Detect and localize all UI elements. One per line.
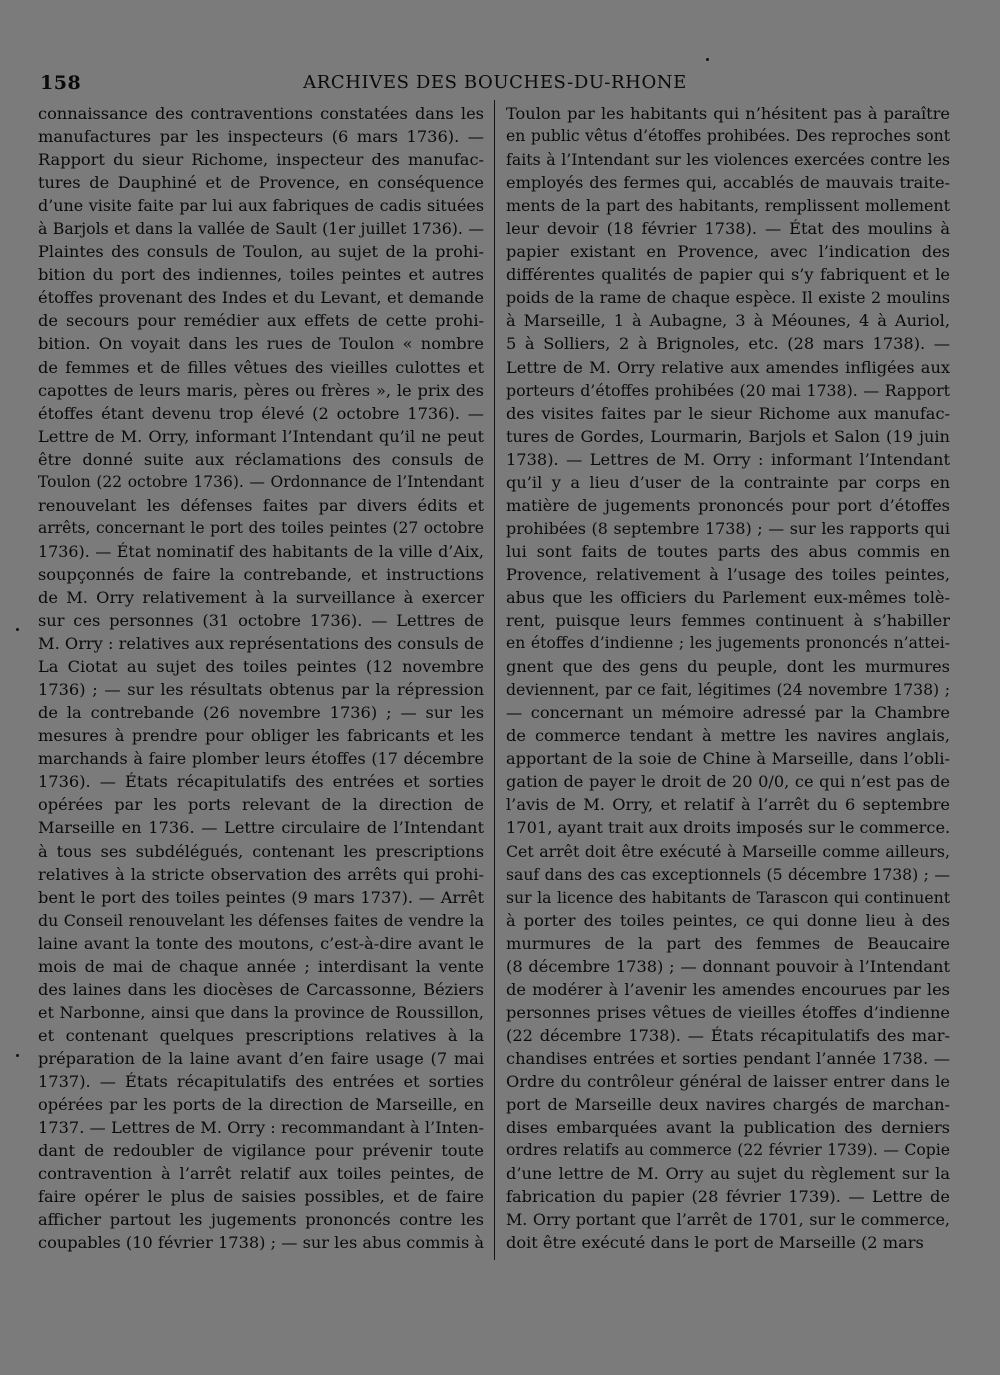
text-line: sauf dans des cas exceptionnels (5 décembre 1738) ; —	[506, 864, 950, 884]
text-line: tures de Gordes, Lourmarin, Barjols et Salon (19 juin	[506, 426, 950, 446]
text-line: M. Orry : relatives aux représentations des consuls de	[38, 634, 484, 654]
text-line: (22 décembre 1738). — États récapitulatifs des mar-	[506, 1025, 950, 1045]
text-line: bition. On voyait dans les rues de Toulon « nombre	[38, 334, 484, 354]
text-line: gnent que des gens du peuple, dont les murmures	[506, 657, 950, 677]
text-line: à Barjols et dans la vallée de Sault (1er juillet 1736). —	[38, 219, 484, 239]
text-line: Marseille en 1736. — Lettre circulaire de l’Intendant	[38, 818, 484, 838]
text-line: de secours pour remédier aux effets de cette prohi-	[38, 311, 484, 331]
page-header	[40, 72, 950, 98]
text-line: ordres relatifs au commerce (22 février 1739). — Copie	[506, 1141, 950, 1160]
text-line: abus que les officiers du Parlement eux-mêmes tolè-	[506, 587, 950, 607]
text-line: Lettre de M. Orry relative aux amendes infligées aux	[506, 357, 950, 377]
text-line: en public vêtus d’étoffes prohibées. Des reproches sont	[506, 127, 950, 146]
text-line: bent le port des toiles peintes (9 mars 1737). — Arrêt	[38, 887, 484, 907]
text-line: employés des fermes qui, accablés de mauvais traite-	[506, 173, 950, 193]
text-line: d’une lettre de M. Orry au sujet du règlement sur la	[506, 1164, 950, 1184]
text-line: dant de redoubler de vigilance pour prévenir toute	[38, 1141, 484, 1161]
scan-speck	[16, 1054, 19, 1057]
text-line: mesures à prendre pour obliger les fabricants et les	[38, 726, 484, 746]
text-line: 5 à Solliers, 2 à Brignoles, etc. (28 mars 1738). —	[506, 334, 950, 354]
text-line: arrêts, concernant le port des toiles peintes (27 octobre	[38, 518, 484, 537]
text-line: tures de Dauphiné et de Provence, en conséquence	[38, 173, 484, 193]
text-line: poids de la rame de chaque espèce. Il existe 2 moulins	[506, 288, 950, 308]
text-line: d’une visite faite par lui aux fabriques de cadis situées	[38, 196, 484, 216]
text-line: chandises entrées et sorties pendant l’année 1738. —	[506, 1048, 950, 1068]
text-line: des visites faites par le sieur Richome aux manufac-	[506, 403, 950, 423]
text-line: fabrication du papier (28 février 1739). — Lettre de	[506, 1187, 950, 1207]
text-line: étoffes étant devenu trop élevé (2 octobre 1736). —	[38, 403, 484, 423]
text-line: Provence, relativement à l’usage des toiles peintes,	[506, 564, 950, 584]
text-line: M. Orry portant que l’arrêt de 1701, sur le commerce,	[506, 1210, 950, 1230]
text-line: doit être exécuté dans le port de Marseille (2 mars	[506, 1233, 924, 1253]
text-line: murmures de la part des femmes de Beaucaire	[506, 933, 950, 953]
text-line: différentes qualités de papier qui s’y fabriquent et le	[506, 265, 950, 285]
text-line: gation de payer le droit de 20 0/0, ce qui n’est pas de	[506, 772, 950, 792]
text-line: Ordre du contrôleur général de laisser entrer dans le	[506, 1071, 950, 1091]
text-line: de modérer à l’avenir les amendes encourues par les	[506, 979, 950, 999]
text-line: faits à l’Intendant sur les violences exercées contre les	[506, 150, 950, 170]
scan-speck	[16, 628, 19, 631]
text-line: matière de jugements prononcés pour port d’étoffes	[506, 495, 950, 515]
text-line: ments de la part des habitants, remplissent mollement	[506, 196, 950, 216]
text-line: 1737. — Lettres de M. Orry : recommandant à l’Inten-	[38, 1118, 484, 1138]
text-line: de femmes et de filles vêtues des vieilles culottes et	[38, 357, 484, 377]
text-line: 1738). — Lettres de M. Orry : informant l’Intendant	[506, 449, 950, 469]
text-line: à Marseille, 1 à Aubagne, 3 à Méounes, 4 à Auriol,	[506, 311, 950, 331]
text-line: Toulon par les habitants qui n’hésitent pas à paraître	[506, 104, 950, 123]
text-line: 1701, ayant trait aux droits imposés sur le commerce.	[506, 818, 950, 838]
text-line: 1737). — États récapitulatifs des entrées et sorties	[38, 1071, 484, 1091]
text-line: opérées par les ports relevant de la direction de	[38, 795, 484, 815]
text-line: être donné suite aux réclamations des consuls de	[38, 449, 484, 469]
text-line: Toulon (22 octobre 1736). — Ordonnance de l’Intendant	[38, 472, 484, 491]
text-line: Plaintes des consuls de Toulon, au sujet de la prohi-	[38, 242, 484, 262]
text-line: contravention à l’arrêt relatif aux toiles peintes, de	[38, 1164, 484, 1184]
text-line: porteurs d’étoffes prohibées (20 mai 1738). — Rapport	[506, 380, 950, 400]
text-line: Cet arrêt doit être exécuté à Marseille comme ailleurs,	[506, 841, 950, 861]
text-line: renouvelant les défenses faites par divers édits et	[38, 495, 484, 515]
text-line: manufactures par les inspecteurs (6 mars 1736). —	[38, 127, 484, 147]
text-line: Lettre de M. Orry, informant l’Intendant qu’il ne peut	[38, 426, 484, 446]
text-line: et Narbonne, ainsi que dans la province de Roussillon,	[38, 1002, 484, 1022]
text-line: de la contrebande (26 novembre 1736) ; — sur les	[38, 703, 484, 723]
text-line: des laines dans les diocèses de Carcassonne, Béziers	[38, 979, 484, 999]
text-line: sur ces personnes (31 octobre 1736). — Lettres de	[38, 611, 484, 631]
text-line: marchands à faire plomber leurs étoffes (17 décembre	[38, 749, 484, 769]
text-line: préparation de la laine avant d’en faire usage (7 mai	[38, 1048, 484, 1068]
text-line: rent, puisque leurs femmes continuent à s’habiller	[506, 611, 950, 631]
running-title: ARCHIVES DES BOUCHES-DU-RHONE	[303, 72, 687, 93]
text-line: leur devoir (18 février 1738). — État des moulins à	[506, 219, 950, 239]
text-line: La Ciotat au sujet des toiles peintes (12 novembre	[38, 657, 484, 677]
scan-speck	[706, 58, 709, 61]
text-line: 1736). — État nominatif des habitants de la ville d’Aix,	[38, 541, 484, 561]
text-line: 1736). — États récapitulatifs des entrées et sorties	[38, 772, 484, 792]
text-line: personnes prises vêtues de vieilles étoffes d’indienne	[506, 1002, 950, 1022]
text-line: laine avant la tonte des moutons, c’est-à-dire avant le	[38, 933, 484, 953]
text-line: sur la licence des habitants de Tarascon qui continuent	[506, 887, 950, 907]
text-line: 1736) ; — sur les résultats obtenus par la répression	[38, 680, 484, 700]
text-line: à tous ses subdélégués, contenant les prescriptions	[38, 841, 484, 861]
text-line: capottes de leurs maris, pères ou frères », le prix des	[38, 380, 484, 400]
text-line: soupçonnés de faire la contrebande, et instructions	[38, 564, 484, 584]
text-line: l’avis de M. Orry, et relatif à l’arrêt du 6 septembre	[506, 795, 950, 815]
left-text-column	[38, 102, 484, 1254]
text-line: connaissance des contraventions constatées dans les	[38, 104, 484, 123]
text-line: dises embarquées avant la publication des derniers	[506, 1118, 950, 1138]
text-line: prohibées (8 septembre 1738) ; — sur les rapports qui	[506, 518, 950, 538]
text-line: faire opérer le plus de saisies possibles, et de faire	[38, 1187, 484, 1207]
text-line: — concernant un mémoire adressé par la Chambre	[506, 703, 950, 723]
text-line: qu’il y a lieu d’user de la contrainte par corps en	[506, 472, 950, 492]
text-line: à porter des toiles peintes, ce qui donne lieu à des	[506, 910, 950, 930]
text-line: coupables (10 février 1738) ; — sur les abus commis à	[38, 1233, 484, 1253]
text-line: relatives à la stricte observation des arrêts qui prohi-	[38, 864, 484, 884]
text-line: Rapport du sieur Richome, inspecteur des manufac-	[38, 150, 484, 170]
text-line: du Conseil renouvelant les défenses faites de vendre la	[38, 910, 484, 930]
text-line: étoffes provenant des Indes et du Levant, et demande	[38, 288, 484, 308]
page-number: 158	[40, 72, 82, 94]
column-divider	[494, 100, 495, 1260]
text-line: et contenant quelques prescriptions relatives à la	[38, 1025, 484, 1045]
text-line: afficher partout les jugements prononcés contre les	[38, 1210, 484, 1230]
text-line: de M. Orry relativement à la surveillance à exercer	[38, 587, 484, 607]
text-line: opérées par les ports de la direction de Marseille, en	[38, 1095, 484, 1115]
right-text-column	[506, 102, 950, 1254]
text-line: en étoffes d’indienne ; les jugements prononcés n’attei-	[506, 634, 950, 653]
text-line: (8 décembre 1738) ; — donnant pouvoir à l’Intendant	[506, 956, 950, 976]
text-line: de commerce tendant à mettre les navires anglais,	[506, 726, 950, 746]
text-line: bition du port des indiennes, toiles peintes et autres	[38, 265, 484, 285]
text-line: deviennent, par ce fait, légitimes (24 novembre 1738) ;	[506, 680, 950, 700]
text-line: apportant de la soie de Chine à Marseille, dans l’obli-	[506, 749, 950, 769]
text-line: lui sont faits de toutes parts des abus commis en	[506, 541, 950, 561]
text-line: port de Marseille deux navires chargés de marchan-	[506, 1095, 950, 1115]
text-line: mois de mai de chaque année ; interdisant la vente	[38, 956, 484, 976]
text-line: papier existant en Provence, avec l’indication des	[506, 242, 950, 262]
